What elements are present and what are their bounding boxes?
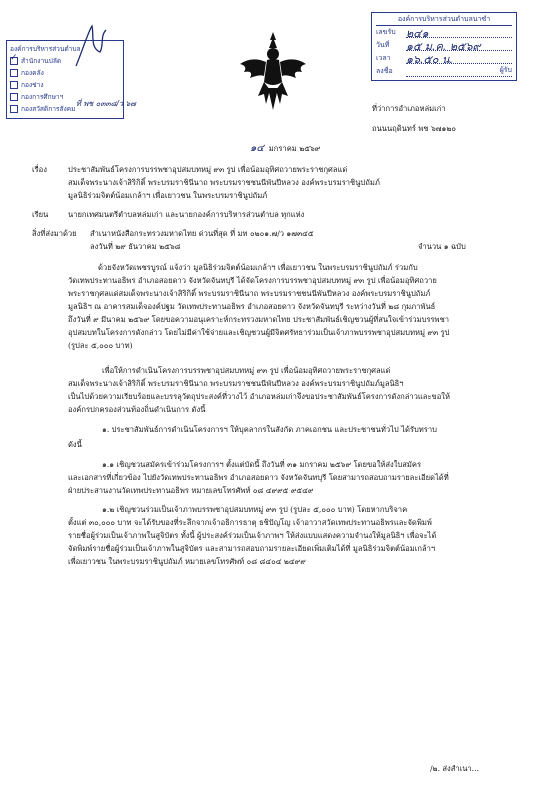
body-line: ๑.๑ เชิญชวนสมัครเข้าร่วมโครงการฯ ตั้งแต่บัดนี้ ถึงวันที่ ๓๑ มกราคม ๒๕๖๙ โดยขอให้ส่งใบสมัคร — [102, 460, 422, 469]
signature-scribble-icon — [70, 22, 110, 72]
checkbox — [10, 81, 18, 89]
recipient: นายกเทศมนตรีตำบลหล่มเก่า และนายกองค์การบริหารส่วนตำบล ทุกแห่ง — [68, 210, 305, 219]
body-line: วัดเทพประทานอธิพร อำเภอสอยดาว จังหวัดจันทบุรี ได้จัดโครงการบรรพชาอุปสมบทหมู่ ๙๓ รูป เพื่อน้อมอุทิศถวาย — [68, 276, 437, 285]
body-line: และเอกสารที่เกี่ยวข้อง ไปยังวัดเทพประทานอธิพร อำเภอสอยดาว จังหวัดจันทบุรี โดยสามารถสอบถามรายละเอียดได้ที่ — [68, 473, 449, 482]
subject-line: สมเด็จพระนางเจ้าสิริกิติ์ พระบรมราชินีนาถ พระบรมราชชนนีพันปีหลวง องค์พระบรมราชินูปถัมภ์ — [68, 178, 380, 187]
routing-item-engineering: กองช่าง — [10, 79, 120, 91]
body-line: องค์กรปกครองส่วนท้องถิ่นดำเนินการ ดังนี้ — [68, 405, 206, 414]
body-line: อุปสมบทในโครงการดังกล่าว โดยไม่มีค่าใช้จ่ายและเชิญชวนผู้มีจิตศรัทธาร่วมเป็นเจ้าภาพบรรพชาอุปสมบทหมู่ ๙๓ รูป — [68, 328, 450, 337]
received-time-row: เวลา ๑๖.๕๐ น. — [376, 52, 512, 65]
sender-address: ถนนนฤดินทร์ พช ๖๗๑๒๐ — [372, 124, 456, 133]
sender-office: ที่ว่าการอำเภอหล่มเก่า — [372, 104, 446, 113]
subject-line: มูลนิธิร่วมจิตต์น้อมเกล้าฯ เพื่อเยาวชน ในพระบรมราชินูปถัมภ์ — [68, 191, 268, 200]
received-signer-row: ลงชื่อ ผู้รับ — [376, 65, 512, 75]
checkbox-checked: ✓ — [10, 53, 18, 63]
routing-item-finance: กองคลัง — [10, 67, 120, 79]
body-line: ตั้งแต่ ๓๐,๐๐๐ บาท จะได้รับของที่ระลึกจากเจ้าอธิการธาตุ ธชิปัญโญ เจ้าอาวาสวัดเทพประทานอธิพรและจัดพิมพ์ — [68, 518, 432, 527]
routing-item-welfare: กองสวัสดิการสังคม — [10, 103, 120, 115]
body-line: ถึงวันที่ ๙ มีนาคม ๒๕๖๙ โดยขอความอนุเคราะห์กระทรวงมหาดไทย ประชาสัมพันธ์เชิญชวนผู้ที่สนใจเข้าร่วมบรรพชา — [68, 315, 449, 324]
routing-item-office: ✓ สำนักงานปลัด — [10, 53, 62, 65]
received-stamp — [371, 12, 517, 81]
document-date: ๑๔ มกราคม ๒๕๖๙ — [250, 143, 321, 154]
to-label: เรียน — [32, 210, 49, 219]
body-line: ๑.๒ เชิญชวนร่วมเป็นเจ้าภาพบรรพชาอุปสมบทหมู่ ๙๓ รูป (รูปละ ๕,๐๐๐ บาท) โดยหากบริจาค — [102, 505, 408, 514]
body-line: รายชื่อผู้ร่วมเป็นเจ้าภาพในสูจิบัตร ทั้งนี้ ผู้ประสงค์ร่วมเป็นเจ้าภาพฯ ให้ส่งแบบแสดงความจำนงให้มูลนิธิฯ เพื่อจะได้ — [68, 531, 437, 540]
page-continuation: /๒. ส่งสำเนา... — [430, 764, 479, 773]
received-date-row: วันที่ ๑๕ ม.ค. ๒๕๖๙ — [376, 39, 512, 52]
routing-stamp-header: องค์การบริหารส่วนตำบล — [10, 44, 81, 53]
checkbox — [10, 93, 18, 101]
body-line: จัดพิมพ์รายชื่อผู้ร่วมเป็นเจ้าภาพในสูจิบัตร และสามารถสอบถามรายละเอียดเพิ่มเติมได้ที่ มูลนิธิร่วมจิตต์น้อมเกล้าฯ — [68, 544, 436, 553]
attachment-label: สิ่งที่ส่งมาด้วย — [32, 229, 77, 238]
body-line: (รูปละ ๕,๐๐๐ บาท) — [68, 341, 133, 350]
garuda-emblem-icon — [238, 30, 308, 112]
attachment-desc: สำเนาหนังสือกระทรวงมหาดไทย ด่วนที่สุด ที่ มท ๐๒๐๑.๗/ว ๑๗๓๔๕ — [90, 229, 314, 238]
body-line: ฝ่ายประสานงานวัดเทพประทานอธิพร หมายเลขโทรศัพท์ ๐๘ ๔๙๙๕ ๙๕๔๙ — [68, 486, 314, 495]
body-line: ๑. ประชาสัมพันธ์การดำเนินโครงการฯ ให้บุคลากรในสังกัด ภาคเอกชน และประชาชนทั่วไป ได้รับทราบ — [102, 425, 437, 434]
checkbox — [10, 69, 18, 77]
body-line: ดังนี้ — [68, 440, 82, 449]
routing-item-education: กองการศึกษาฯ — [10, 91, 120, 103]
body-line: ด้วยจังหวัดเพชรบูรณ์ แจ้งว่า มูลนิธิร่วมจิตต์น้อมเกล้าฯ เพื่อเยาวชน ในพระบรมราชินูปถัมภ์ ร่วมกับ — [98, 263, 418, 272]
body-line: สมเด็จพระนางเจ้าสิริกิติ์ พระบรมราชินีนาถ พระบรมราชชนนีพันปีหลวง องค์พระบรมราชินูปถัมภ์มูลนิธิฯ — [68, 379, 404, 388]
body-line: เพื่อเยาวชน ในพระบรมราชินูปถัมภ์ หมายเลขโทรศัพท์ ๐๘ ๘๔๐๔ ๒๔๙๙ — [68, 557, 306, 566]
received-number-row: เลขรับ ๒๔๑ — [376, 26, 512, 39]
subject-line: ประชาสัมพันธ์โครงการบรรพชาอุปสมบทหมู่ ๙๓ รูป เพื่อน้อมอุทิศถวายพระราชกุศลแด่ — [68, 165, 348, 174]
body-line: เพื่อให้การดำเนินโครงการบรรพชาอุปสมบทหมู่ ๙๓ รูป เพื่อน้อมอุทิศถวายพระราชกุศลแด่ — [102, 366, 391, 375]
body-line: พระราชกุศลแด่สมเด็จพระนางเจ้าสิริกิติ์ พระบรมราชินีนาถ พระบรมราชชนนีพันปีหลวง องค์พระบรมราชินูปถัมภ์ — [68, 289, 431, 298]
checkbox — [10, 105, 18, 113]
received-stamp-title: องค์การบริหารส่วนตำบลนาซำ — [376, 15, 512, 26]
body-line: เป็นไปด้วยความเรียบร้อยและบรรลุวัตถุประสงค์ที่วางไว้ อำเภอหล่มเก่าจึงขอประชาสัมพันธ์โครงการดังกล่าวและขอให้ — [68, 392, 451, 401]
subject-label: เรื่อง — [32, 165, 47, 174]
doc-number: ที่ พช ๐๓๓๘/ว ๖๗ — [76, 99, 136, 108]
attachment-quantity: จำนวน ๑ ฉบับ — [418, 242, 466, 251]
attachment-date: ลงวันที่ ๒๙ ธันวาคม ๒๕๖๘ — [90, 242, 181, 251]
body-line: มูลนิธิฯ ณ อาคารสมเด็จองค์ปฐม วัดเทพประทานอธิพร อำเภอสอยดาว จังหวัดจันทบุรี ระหว่างวันที่ ๒๘ กุมภาพันธ์ — [68, 302, 436, 311]
